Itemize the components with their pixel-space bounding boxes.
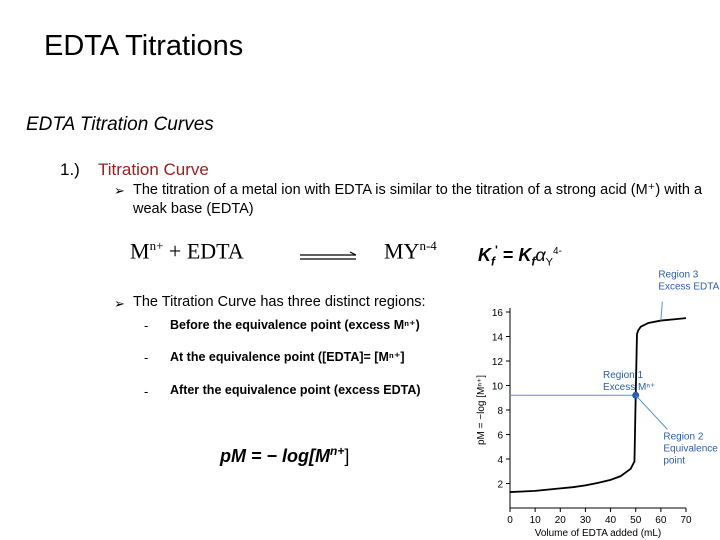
slide-title: EDTA Titrations (44, 30, 244, 62)
y-axis-label: pM = −log [Mⁿ⁺] (476, 374, 487, 446)
region-annotation-text: Excess Mⁿ⁺ (603, 382, 656, 394)
reaction-equation-product (384, 238, 437, 264)
titration-curve-chart (456, 269, 720, 539)
region-annotation-text: Region 3 (658, 269, 699, 281)
reaction-edta: EDTA (186, 238, 244, 264)
dash-marker: - (144, 318, 149, 333)
x-tick-label: 50 (630, 515, 642, 526)
y-tick-label: 10 (491, 381, 503, 393)
pm-rhs: ] (344, 446, 350, 466)
reaction-metal: M (130, 238, 150, 264)
section-label: Titration Curve (98, 160, 209, 179)
section-number: 1.) (60, 160, 80, 179)
reaction-plus: + (163, 238, 187, 264)
annotation-leader-line (636, 395, 668, 429)
kf-right: K (518, 245, 532, 265)
reaction-product: MY (384, 238, 420, 264)
region-annotation-text: point (663, 455, 686, 467)
kf-equals: = (497, 245, 519, 265)
pm-charge: n+ (330, 444, 345, 458)
x-tick-label: 60 (655, 515, 667, 526)
annotation-leader-line (661, 302, 662, 321)
kf-equation (478, 243, 562, 269)
x-tick-label: 0 (507, 515, 513, 526)
y-tick-label: 12 (491, 357, 503, 368)
region-annotation-text: Region 2 (663, 431, 704, 443)
region-annotation-text: Excess EDTA (658, 281, 720, 293)
x-axis-label: Volume of EDTA added (mL) (534, 528, 662, 539)
bullet-arrow-icon: ➢ (114, 183, 125, 198)
dash-marker: - (144, 350, 149, 365)
bullet-arrow-icon: ➢ (114, 296, 125, 311)
reaction-product-charge: n-4 (419, 238, 437, 253)
titration-curve-line (510, 318, 686, 492)
slide-subtitle: EDTA Titration Curves (26, 114, 214, 135)
kf-left: K (478, 245, 491, 265)
reaction-metal-charge: n+ (149, 238, 164, 253)
y-tick-label: 6 (497, 430, 503, 442)
region-annotation-text: Equivalence (663, 443, 718, 455)
kf-alpha-sup: 4- (552, 246, 562, 257)
equilibrium-arrow-icon (298, 252, 360, 262)
reaction-equation-reactants (130, 238, 244, 264)
x-tick-label: 20 (554, 515, 566, 526)
x-tick-label: 10 (529, 515, 541, 526)
y-tick-label: 16 (491, 308, 503, 319)
region-annotation-text: Region 1 (603, 370, 644, 382)
y-tick-label: 14 (491, 332, 503, 344)
pm-lhs: pM = − log[M (220, 446, 330, 466)
y-tick-label: 2 (497, 479, 503, 491)
bullet-text-2: The Titration Curve has three distinct regions: (133, 294, 426, 310)
y-tick-label: 8 (497, 406, 503, 417)
pm-equation (220, 444, 349, 467)
x-tick-label: 70 (680, 515, 692, 526)
kf-left-sub: f (491, 254, 495, 269)
kf-alpha: α (535, 245, 546, 265)
y-tick-label: 4 (497, 455, 503, 466)
kf-prime: ' (495, 243, 498, 257)
subitem-before-equivalence: Before the equivalence point (excess Mⁿ⁺) (170, 318, 420, 332)
bullet-text-1: The titration of a metal ion with EDTA is similar to the titration of a strong acid (M⁺) with a weak base (EDTA) (133, 182, 703, 217)
dash-marker: - (144, 384, 149, 399)
x-tick-label: 40 (605, 515, 617, 526)
kf-right-sub: f (531, 254, 536, 269)
x-tick-label: 30 (579, 515, 591, 526)
subitem-at-equivalence: At the equivalence point ([EDTA]= [Mⁿ⁺] (170, 350, 405, 364)
kf-alpha-sub: Y (545, 256, 553, 269)
subitem-after-equivalence: After the equivalence point (excess EDTA) (170, 383, 421, 397)
